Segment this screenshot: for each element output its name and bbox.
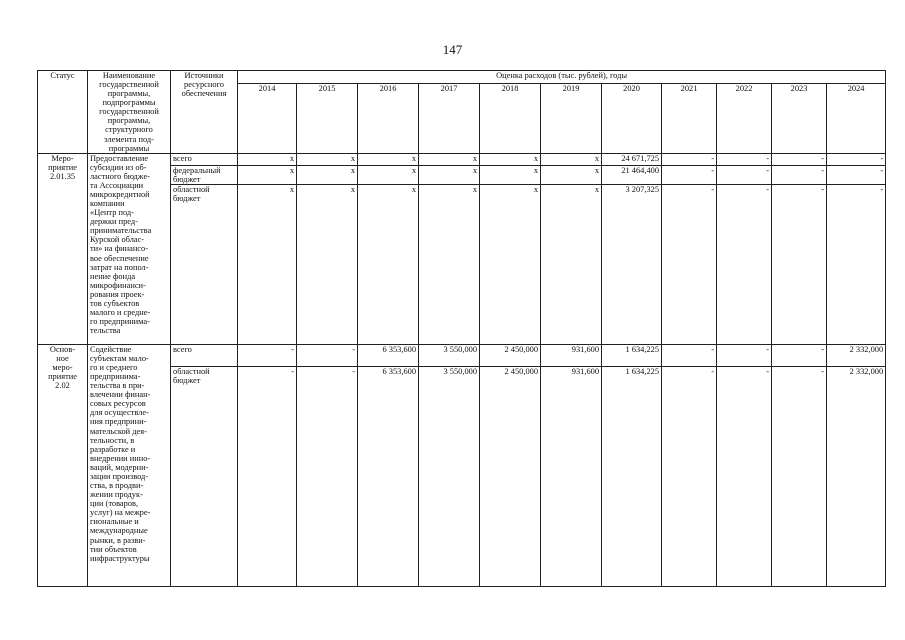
header-year: 2016 (358, 83, 419, 153)
value-cell: x (238, 165, 297, 184)
value-cell: - (717, 153, 772, 165)
header-estimate: Оценка расходов (тыс. рублей), годы (238, 71, 886, 84)
header-year: 2021 (662, 83, 717, 153)
source-cell: всего (171, 153, 238, 165)
value-cell: 931,600 (541, 366, 602, 586)
value-cell: - (297, 344, 358, 366)
value-cell: 931,600 (541, 344, 602, 366)
value-cell: 3 207,325 (602, 184, 662, 344)
value-cell: x (541, 165, 602, 184)
value-cell: x (419, 153, 480, 165)
page-number: 147 (442, 42, 463, 57)
value-cell: 3 550,000 (419, 366, 480, 586)
value-cell: x (480, 153, 541, 165)
value-cell: - (827, 165, 886, 184)
value-cell: - (827, 184, 886, 344)
value-cell: x (358, 165, 419, 184)
value-cell: 21 464,400 (602, 165, 662, 184)
value-cell: - (772, 153, 827, 165)
header-year: 2019 (541, 83, 602, 153)
header-year: 2014 (238, 83, 297, 153)
header-year: 2017 (419, 83, 480, 153)
value-cell: 24 671,725 (602, 153, 662, 165)
header-year: 2024 (827, 83, 886, 153)
value-cell: - (662, 366, 717, 586)
value-cell: 2 450,000 (480, 344, 541, 366)
header-year: 2015 (297, 83, 358, 153)
header-sources: Источники ресурсного обеспечения (171, 71, 238, 154)
status-cell: Меро- приятие 2.01.35 (38, 153, 88, 344)
program-name-cell: Содействие субъектам мало- го и среднего предпринима- тельства в при- влечении финан- совых ресурсов для осуществле- ния предприни- мательской дея- тельности, в разработке и внедрении инно- ваций, модерни- зации производ- ства, в продви- жении продук- ции (товаров, услуг) на межре- гиональные и международные рынки, в разви- тии объектов инфраструктуры (88, 344, 171, 586)
value-cell: - (772, 165, 827, 184)
value-cell: 2 332,000 (827, 366, 886, 586)
value-cell: - (717, 184, 772, 344)
value-cell: - (772, 366, 827, 586)
value-cell: - (827, 153, 886, 165)
source-cell: областной бюджет (171, 366, 238, 586)
header-year: 2020 (602, 83, 662, 153)
value-cell: - (662, 184, 717, 344)
value-cell: x (297, 184, 358, 344)
header-name: Наименование государственной программы, подпрограммы государственной программы, структурного элемента под-программы (88, 71, 171, 154)
value-cell: 1 634,225 (602, 344, 662, 366)
value-cell: - (772, 344, 827, 366)
budget-table (37, 70, 886, 587)
source-cell: всего (171, 344, 238, 366)
value-cell: 6 353,600 (358, 366, 419, 586)
value-cell: x (358, 184, 419, 344)
value-cell: - (662, 153, 717, 165)
value-cell: x (419, 184, 480, 344)
value-cell: 2 450,000 (480, 366, 541, 586)
value-cell: x (358, 153, 419, 165)
value-cell: - (662, 344, 717, 366)
value-cell: - (717, 165, 772, 184)
value-cell: - (717, 366, 772, 586)
source-cell: областной бюджет (171, 184, 238, 344)
value-cell: x (480, 184, 541, 344)
program-name-cell: Предоставление субсидии из об- ластного бюдже- та Ассоциации микрокредитной компании «Центр под- держки пред- принимательства Курской облас- ти» на финансо- вое обеспечение затрат на попол- нение фонда микрофинанси- рования проек- тов субъектов малого и средне- го предпринима- тельства (88, 153, 171, 344)
header-year: 2022 (717, 83, 772, 153)
value-cell: 3 550,000 (419, 344, 480, 366)
table-row (38, 153, 886, 165)
value-cell: x (297, 165, 358, 184)
value-cell: x (541, 184, 602, 344)
value-cell: x (238, 184, 297, 344)
value-cell: - (717, 344, 772, 366)
value-cell: - (772, 184, 827, 344)
value-cell: - (662, 165, 717, 184)
value-cell: - (238, 366, 297, 586)
header-year: 2018 (480, 83, 541, 153)
value-cell: - (238, 344, 297, 366)
header-status: Статус (38, 71, 88, 154)
value-cell: 2 332,000 (827, 344, 886, 366)
value-cell: x (297, 153, 358, 165)
value-cell: x (541, 153, 602, 165)
header-year: 2023 (772, 83, 827, 153)
value-cell: 1 634,225 (602, 366, 662, 586)
source-cell: федеральный бюджет (171, 165, 238, 184)
value-cell: x (480, 165, 541, 184)
value-cell: x (238, 153, 297, 165)
value-cell: - (297, 366, 358, 586)
status-cell: Основ- ное меро- приятие 2.02 (38, 344, 88, 586)
value-cell: x (419, 165, 480, 184)
value-cell: 6 353,600 (358, 344, 419, 366)
table-row (38, 344, 886, 366)
